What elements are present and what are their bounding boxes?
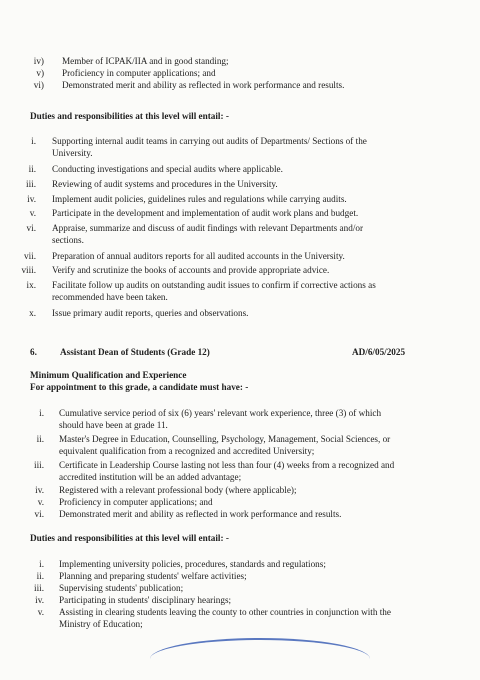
- list-item-text: Preparation of annual auditors reports for all audited accounts in the University.: [52, 251, 345, 261]
- list-item-text: Issue primary audit reports, queries and observations.: [52, 308, 249, 318]
- section-number: 6.: [30, 347, 37, 357]
- list-item-text: Verify and scrutinize the books of accounts and provide appropriate advice.: [52, 265, 330, 275]
- list-item-text: should have been at grade 11.: [59, 420, 168, 430]
- list-number: x.: [29, 308, 36, 318]
- list-item-text: Assisting in clearing students leaving the county to other countries in conjunction with the: [59, 607, 391, 617]
- list-item-text: University.: [52, 148, 93, 158]
- list-number: ix.: [26, 280, 36, 290]
- list-number: v): [36, 68, 44, 78]
- duties-heading: Duties and responsibilities at this level will entail: -: [30, 533, 229, 543]
- list-number: v.: [37, 607, 44, 617]
- list-number: viii.: [21, 265, 36, 275]
- appointment-heading: For appointment to this grade, a candidate must have: -: [30, 382, 249, 392]
- list-number: iv): [33, 56, 44, 66]
- list-number: ii.: [36, 434, 44, 444]
- list-item-text: Demonstrated merit and ability as reflected in work performance and results.: [59, 509, 342, 519]
- list-item-text: Participate in the development and implementation of audit work plans and budget.: [52, 208, 359, 218]
- list-item-text: Implement audit policies, guidelines rules and regulations while carrying audits.: [52, 194, 347, 204]
- list-item-text: Cumulative service period of six (6) years' relevant work experience, three (3) of which: [59, 408, 382, 418]
- list-item-text: accredited institution will be an added advantage;: [59, 472, 242, 482]
- list-number: vi.: [34, 509, 44, 519]
- list-number: vii.: [24, 251, 36, 261]
- stamp-seal: [150, 638, 370, 680]
- list-number: i.: [31, 136, 36, 146]
- list-item-text: recommended have been taken.: [52, 292, 168, 302]
- section-title: Assistant Dean of Students (Grade 12): [60, 347, 210, 357]
- list-item-text: Ministry of Education;: [59, 619, 143, 629]
- min-qualification-heading: Minimum Qualification and Experience: [30, 370, 187, 380]
- list-number: v.: [37, 497, 44, 507]
- list-number: ii.: [28, 164, 36, 174]
- duties-heading: Duties and responsibilities at this level will entail: -: [30, 111, 229, 121]
- list-number: v.: [29, 208, 36, 218]
- list-number: iv.: [35, 485, 44, 495]
- list-number: iii.: [34, 460, 44, 470]
- list-item-text: Registered with a relevant professional body (where applicable);: [59, 485, 297, 495]
- list-item-text: Member of ICPAK/IIA and in good standing;: [62, 56, 229, 66]
- list-item-text: Participating in students' disciplinary hearings;: [59, 595, 232, 605]
- list-number: vi.: [26, 223, 36, 233]
- list-number: iv.: [27, 194, 36, 204]
- list-item-text: Conducting investigations and special audits where applicable.: [52, 164, 283, 174]
- list-item-text: Proficiency in computer applications; and: [59, 497, 213, 507]
- list-item-text: Planning and preparing students' welfare activities;: [59, 571, 247, 581]
- section-reference: AD/6/05/2025: [352, 347, 406, 357]
- list-item-text: sections.: [52, 235, 84, 245]
- list-item-text: Master's Degree in Education, Counselling, Psychology, Management, Social Sciences, or: [59, 434, 391, 444]
- list-item-text: Implementing university policies, procedures, standards and regulations;: [59, 559, 326, 569]
- list-number: i.: [39, 408, 44, 418]
- list-item-text: Supervising students' publication;: [59, 583, 184, 593]
- list-item-text: Proficiency in computer applications; and: [62, 68, 216, 78]
- list-number: iii.: [26, 179, 36, 189]
- list-number: iv.: [35, 595, 44, 605]
- list-item-text: Reviewing of audit systems and procedures in the University.: [52, 179, 278, 189]
- list-item-text: Certificate in Leadership Course lasting not less than four (4) weeks from a recognized and: [59, 460, 395, 470]
- list-number: vi): [33, 80, 44, 90]
- list-number: ii.: [36, 571, 44, 581]
- list-item-text: Facilitate follow up audits on outstanding audit issues to confirm if corrective actions as: [52, 280, 376, 290]
- list-item-text: Supporting internal audit teams in carrying out audits of Departments/ Sections of the: [52, 136, 367, 146]
- list-item-text: equivalent qualification from a recognized and accredited University;: [59, 446, 315, 456]
- list-item-text: Appraise, summarize and discuss of audit findings with relevant Departments and/or: [52, 223, 364, 233]
- list-number: iii.: [34, 583, 44, 593]
- list-number: i.: [39, 559, 44, 569]
- list-item-text: Demonstrated merit and ability as reflected in work performance and results.: [62, 80, 345, 90]
